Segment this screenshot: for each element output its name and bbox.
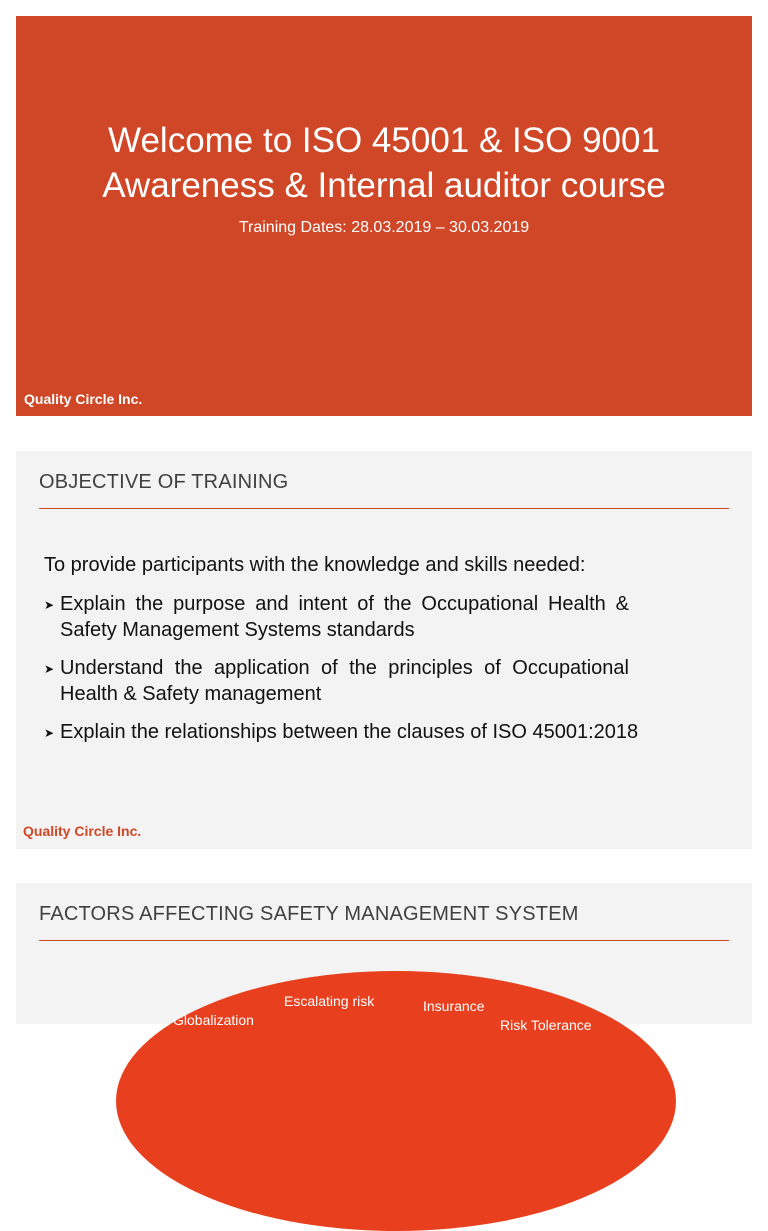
factors-heading: FACTORS AFFECTING SAFETY MANAGEMENT SYSTEM [39,903,579,925]
factors-diagram [116,971,676,1231]
title-slide [16,16,752,416]
diagram-label-risk-tolerance: Risk Tolerance [500,1017,592,1033]
company-brand: Quality Circle Inc. [23,823,142,839]
course-title-line-2: Awareness & Internal auditor course [102,166,666,205]
diagram-label-insurance: Insurance [423,998,485,1014]
factors-slide [16,883,752,1033]
objective-item-text: Understand the application of the principles of Occupational Health & Safety management [60,657,629,705]
objective-heading: OBJECTIVE OF TRAINING [39,471,289,493]
arrowhead-icon: ➤ [44,598,55,612]
objective-item [44,591,629,643]
training-dates: Training Dates: 28.03.2019 – 30.03.2019 [238,219,530,236]
objective-item [44,655,629,707]
objective-intro: To provide participants with the knowledge and skills needed: [44,554,586,576]
diagram-label-escalating-risk: Escalating risk [284,993,375,1009]
objective-slide [16,451,752,849]
diagram-label-globalization: Globalization [173,1012,254,1028]
company-brand: Quality Circle Inc. [24,391,143,407]
objective-item-text: Explain the purpose and intent of the Occupational Health & Safety Management Systems standards [60,593,629,641]
objective-list [44,591,639,757]
heading-divider [39,940,729,941]
course-title-line-1: Welcome to ISO 45001 & ISO 9001 [108,121,660,160]
objective-item [44,719,720,745]
arrowhead-icon: ➤ [44,662,55,676]
objective-item-text: Explain the relationships between the clauses of ISO 45001:2018 [60,721,639,743]
arrowhead-icon: ➤ [44,726,55,740]
heading-divider [39,508,729,509]
